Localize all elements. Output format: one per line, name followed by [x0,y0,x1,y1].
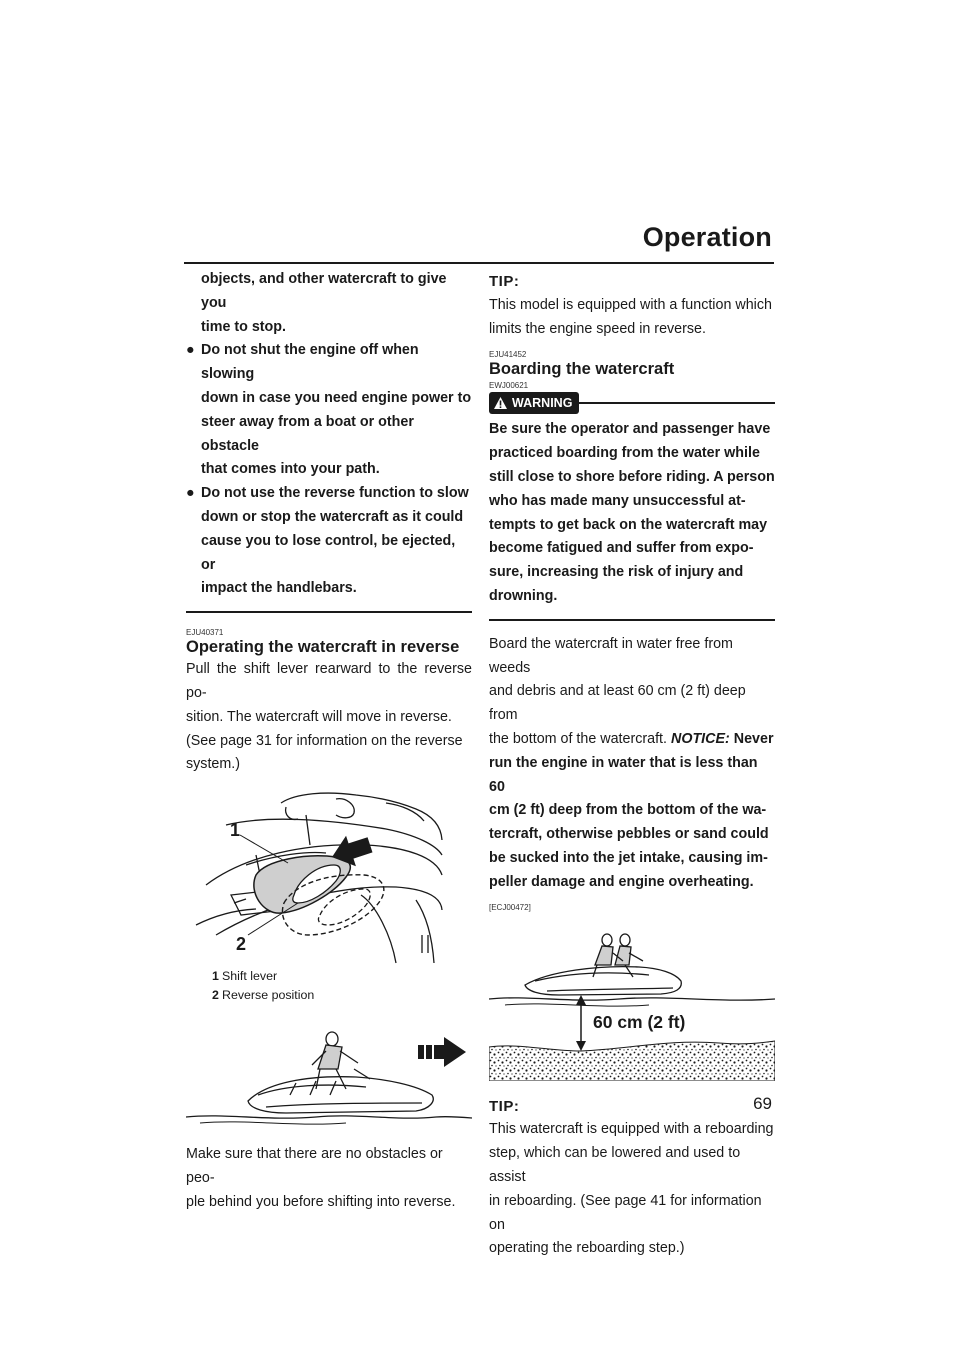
text-line: practiced boarding from the water while [489,445,760,462]
text-line: (See page 31 for information on the reverse [186,732,463,749]
text-line: cause you to lose control, be ejected, or [201,532,456,573]
text-line: Be sure the operator and passenger have [489,421,771,438]
left-column [186,268,472,1215]
text-line: who has made many unsuccessful at- [489,492,746,509]
text-line: limits the engine speed in reverse. [489,320,706,337]
text-line: and debris and at least 60 cm (2 ft) deep from [489,683,746,724]
text-line: in reboarding. (See page 41 for information on [489,1192,762,1233]
text-run: Never [733,730,774,747]
tip-title: TIP: [489,273,520,290]
warning-badge [489,392,579,414]
warning-label: WARNING [512,396,573,411]
bullet-icon: ● [186,342,195,359]
section-body [186,658,472,777]
section-code: EJU40371 [186,628,224,638]
text-line: become fatigued and suffer from expo- [489,540,754,557]
warning-bullet [186,482,472,601]
text-line: ple behind you before shifting into reverse. [186,1193,456,1210]
text-line: Pull the shift lever rearward to the reverse po- [186,661,472,701]
warning-triangle-icon [493,396,508,410]
text-run: the bottom of the watercraft. [489,730,668,747]
boarding-paragraph [489,633,775,913]
depth-figure [489,931,775,1081]
warning-end-rule [489,619,775,621]
text-line: operating the reboarding step.) [489,1240,685,1257]
callout-2: 2 [236,934,247,955]
notice-body [489,752,775,895]
caption-text: Shift lever [222,969,278,984]
text-line: time to stop. [201,318,286,335]
text-line: still close to shore before riding. A person [489,468,775,485]
page-title: Operation [642,222,772,252]
text-line: down in case you need engine power to [201,389,472,406]
caption-number: 2 [212,988,219,1003]
section-title-reverse: Operating the watercraft in reverse [186,638,460,657]
warning-code: EWJ00621 [489,381,529,391]
text-line: Do not shut the engine off when slowing [201,342,419,383]
boarding-depth-illustration [489,931,775,1081]
closing-paragraph [186,1143,472,1214]
text-line: Board the watercraft in water free from weeds [489,635,733,676]
text-line [489,728,775,752]
text-line: that comes into your path. [201,461,380,478]
warning-header [489,392,775,414]
page-number: 69 [753,1094,772,1113]
warning-bullet [186,339,472,482]
text-line: peller damage and engine overheating. [489,873,754,890]
text-line: Make sure that there are no obstacles or peo- [186,1146,443,1186]
shift-lever-illustration [186,785,472,965]
text-line: Do not use the reverse function to slow [201,485,469,502]
warning-top-rule [579,402,775,404]
text-line: be sucked into the jet intake, causing im- [489,849,768,866]
depth-label: 60 cm (2 ft) [593,1011,686,1032]
caption-text: Reverse position [222,988,315,1003]
header-rule [184,262,774,264]
text-line: sition. The watercraft will move in reverse. [186,708,452,725]
tip-title: TIP: [489,1097,520,1115]
text-line: steer away from a boat or other obstacle [201,413,414,454]
tip-body [489,294,775,342]
caption-row [212,967,472,986]
text-line: sure, increasing the risk of injury and [489,564,744,581]
text-line: step, which can be lowered and used to assist [489,1145,741,1185]
reverse-figure [186,1023,472,1135]
text-line: run the engine in water that is less than 60 [489,754,758,795]
warning-continuation [186,268,472,339]
text-line: tempts to get back on the watercraft may [489,516,768,533]
text-line: objects, and other watercraft to give you [201,271,447,311]
warning-end-rule [186,611,472,613]
caption-number: 1 [212,969,219,984]
text-line: This model is equipped with a function which [489,296,772,313]
text-line: tercraft, otherwise pebbles or sand could [489,826,769,843]
caption-row [212,986,472,1005]
callout-1: 1 [230,820,241,841]
text-line: This watercraft is equipped with a reboarding [489,1121,774,1138]
right-column [489,268,775,1261]
bullet-icon: ● [186,485,195,502]
tip-body [489,1118,775,1261]
section-code: EJU41452 [489,350,527,360]
section-title-boarding: Boarding the watercraft [489,360,675,379]
figure-captions [212,967,472,1005]
text-line: impact the handlebars. [201,580,357,597]
watercraft-reverse-illustration [186,1023,472,1135]
notice-code: [ECJ00472] [489,902,531,912]
text-line: cm (2 ft) deep from the bottom of the wa- [489,802,767,819]
text-line: drowning. [489,587,558,604]
text-line: down or stop the watercraft as it could [201,508,464,525]
text-line: system.) [186,756,241,773]
warning-body [489,418,775,608]
shift-lever-figure [186,785,472,965]
notice-label: NOTICE: [671,730,730,747]
